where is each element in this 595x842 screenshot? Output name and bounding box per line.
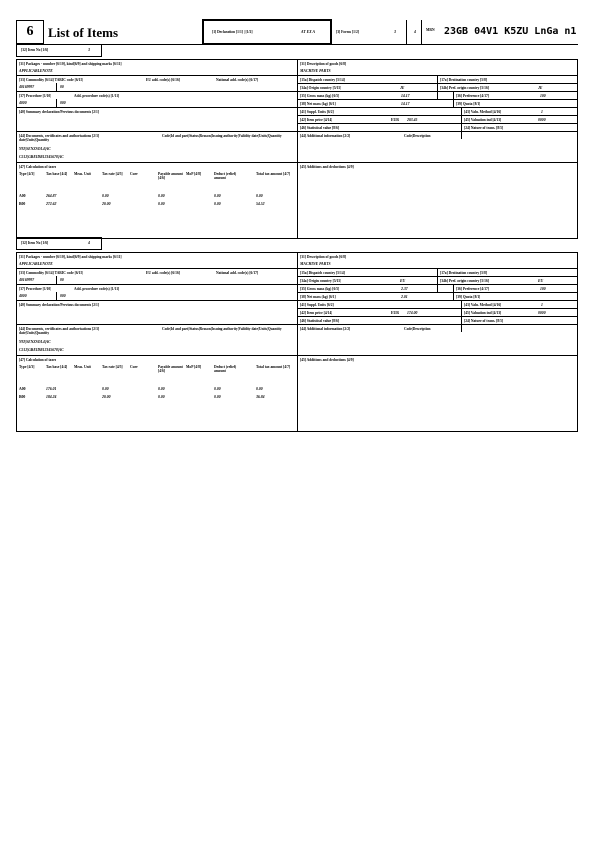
commodity-label: [33] Commodity [6/14] TARIC code [6/15] [19, 271, 84, 275]
nature-of-transaction-label: [24] Nature of trans. [8/5] [464, 126, 504, 130]
procedure-label: [37] Procedure [1/10] [19, 287, 52, 291]
quota-label: [39] Quota [8/1] [456, 102, 481, 106]
add-procedure-label: Add. procedure code(s) [1/11] [74, 94, 120, 98]
declaration-label: [1] Declaration [1/1] | [1/2] [212, 30, 253, 34]
add-procedure-label: Add. procedure code(s) [1/11] [74, 287, 120, 291]
national-add-code-label: National add. code(s) [6/17] [216, 78, 259, 82]
statistical-value-label: [46] Statistical value [8/6] [300, 126, 340, 130]
preference-label: [36] Preference [4/17] [456, 94, 489, 98]
tax-table-cell: 264.87 [46, 194, 57, 198]
gross-mass-label: [35] Gross mass (kg) [6/5] [300, 287, 340, 291]
additional-info-label: [44] Additional information [2/2] [300, 327, 351, 331]
pref-origin-country-label: [34b] Pref. origin country [5/16] [440, 86, 489, 90]
tax-column-header: Curr [130, 172, 138, 176]
tax-table-cell: 0.00 [256, 387, 263, 391]
procedure-value: 4000 [19, 101, 27, 105]
item-price-label: [42] Item price [4/14] [300, 311, 333, 315]
tax-table-cell: A00 [19, 387, 26, 391]
tax-column-header: Type [4/3] [19, 172, 35, 176]
pref-origin-country-label: [34b] Pref. origin country [5/16] [440, 279, 489, 283]
preference-value: 100 [540, 94, 546, 98]
dispatch-country-label: [15a] Dispatch country [5/14] [300, 78, 345, 82]
tax-table-cell: 272.62 [46, 202, 57, 206]
additional-info-columns-label: Code|Description [404, 134, 431, 138]
document-line-1: Y92|SENZSOL4|AC [19, 340, 51, 344]
tax-column-header: Type [4/3] [19, 365, 35, 369]
document-line-1: Y92|SENZSOL4|AC [19, 147, 51, 151]
item-price-currency: EUR [391, 118, 400, 122]
gross-mass-value: 14.17 [401, 94, 410, 98]
tax-column-header: Payable amount [4/6] [158, 172, 183, 180]
preference-value: 100 [540, 287, 546, 291]
origin-country-value: JE [400, 86, 405, 90]
document-line-2: C512|GBEIDR12345678|AC [19, 348, 64, 352]
tax-column-header: Deduct (relief) amount [214, 365, 237, 373]
tax-table-cell: 54.52 [256, 202, 265, 206]
packages-label: [31] Packages - number [6/10], kind[6/9] and shipping marks [6/11] [19, 62, 122, 66]
tax-table-cell: 0.00 [214, 194, 221, 198]
tax-table-cell: 0.00 [158, 395, 165, 399]
tax-table-cell: 0.00 [158, 194, 165, 198]
tax-column-header: Tax base [4/4] [46, 365, 68, 369]
net-mass-value: 14.17 [401, 102, 410, 106]
destination-country-label: [17a] Destination country [5/8] [440, 271, 488, 275]
calculation-of-taxes-label: [47] Calculation of taxes [19, 165, 57, 169]
tax-column-header: Deduct (relief) amount [214, 172, 237, 180]
tax-column-header: Curr [130, 365, 138, 369]
tax-table-cell: A00 [19, 194, 26, 198]
valuation-method-label: [43] Valu. Method [4/16] [464, 110, 502, 114]
tax-column-header: MoP [4/8] [186, 172, 202, 176]
tax-column-header: Total tax amount [4/7] [256, 172, 291, 176]
statistical-value-label: [46] Statistical value [8/6] [300, 319, 340, 323]
add-procedure-value: 000 [60, 294, 66, 298]
tax-column-header: MoP [4/8] [186, 365, 202, 369]
eu-add-code-label: EU add. code(s) [6/16] [146, 78, 180, 82]
tax-column-header: Tax rate [4/5] [102, 172, 123, 176]
tax-table-cell: 184.24 [46, 395, 57, 399]
taric-value: 00 [60, 85, 64, 89]
item-price-value: 203.45 [407, 118, 418, 122]
procedure-value: 4000 [19, 294, 27, 298]
summary-declaration-label: [40] Summary declaration/Previous documents [2/1] [19, 110, 99, 114]
tax-column-header: Total tax amount [4/7] [256, 365, 291, 369]
item-price-label: [42] Item price [4/14] [300, 118, 333, 122]
net-mass-value: 2.01 [401, 295, 408, 299]
tax-table-cell: 0.00 [214, 395, 221, 399]
tax-table-cell: 0.00 [158, 202, 165, 206]
tax-column-header: Payable amount [4/6] [158, 365, 183, 373]
commodity-label: [33] Commodity [6/14] TARIC code [6/15] [19, 78, 84, 82]
declaration-value: AT EX A [301, 30, 315, 34]
additional-info-columns-label: Code|Description [404, 327, 431, 331]
add-procedure-value: 000 [60, 101, 66, 105]
eu-add-code-label: EU add. code(s) [6/16] [146, 271, 180, 275]
additional-info-label: [44] Additional information [2/2] [300, 134, 351, 138]
mrn-value: 23GB 04V1 K5ZU LnGa n1 [444, 26, 577, 37]
tax-table-cell: 0.00 [256, 194, 263, 198]
tax-table-cell: B00 [19, 202, 26, 206]
tax-table-cell: 36.84 [256, 395, 265, 399]
dispatch-country-label: [15a] Dispatch country [5/14] [300, 271, 345, 275]
item-number: 3 [88, 48, 90, 52]
page-title: List of Items [48, 25, 119, 40]
national-add-code-label: National add. code(s) [6/17] [216, 271, 259, 275]
packages-label: [31] Packages - number [6/10], kind[6/9] and shipping marks [6/11] [19, 255, 122, 259]
valuation-ind-label: [45] Valuation ind [4/13] [464, 311, 502, 315]
tax-column-header: Meas. Unit [74, 172, 91, 176]
forms-value: 3 [394, 30, 396, 34]
header-bar [16, 20, 578, 44]
suppl-units-label: [41] Suppl. Units [6/2] [300, 303, 334, 307]
gross-mass-value: 2.37 [401, 287, 408, 291]
additions-deductions-label: [45] Additions and deductions [4/9] [300, 165, 354, 169]
valuation-method-value: 1 [541, 303, 543, 307]
suppl-units-label: [41] Suppl. Units [6/2] [300, 110, 334, 114]
pref-origin-country-value: JE [538, 86, 543, 90]
item-block [16, 44, 578, 239]
tax-table-cell: 0.00 [102, 387, 109, 391]
tax-table-cell: 20.00 [102, 202, 111, 206]
net-mass-label: [38] Net mass (kg) [6/1] [300, 102, 336, 106]
description-value: MACHINE PARTS [300, 69, 331, 73]
item-price-currency: EUR [391, 311, 400, 315]
document-line-2: C512|GBEIDR12345678|AC [19, 155, 64, 159]
documents-columns-label: Code|Id and part|Status|Reason|Issuing authority|Validity date|Units|Quantity [162, 134, 282, 138]
valuation-ind-label: [45] Valuation ind [4/13] [464, 118, 502, 122]
item-block [16, 237, 578, 432]
forms-total: 4 [414, 30, 416, 34]
tax-table-cell: 0.00 [158, 387, 165, 391]
valuation-ind-value: 0000 [538, 311, 546, 315]
commodity-value: 40169997 [19, 85, 35, 89]
tax-table-cell: 20.00 [102, 395, 111, 399]
origin-country-label: [34a] Origin country [5/15] [300, 86, 342, 90]
documents-columns-label: Code|Id and part|Status|Reason|Issuing authority|Validity date|Units|Quantity [162, 327, 282, 331]
commodity-value: 40169997 [19, 278, 35, 282]
item-number-label: [32] Item No [1/6] [21, 48, 49, 52]
origin-country-value: EU [400, 279, 406, 283]
documents-label: [44] Documents, certificates and authorisations [2/3] [19, 327, 100, 331]
tax-column-header: Tax base [4/4] [46, 172, 68, 176]
packages-value: APPLICABLENOTE [19, 69, 53, 73]
valuation-ind-value: 0000 [538, 118, 546, 122]
summary-declaration-label: [40] Summary declaration/Previous documents [2/1] [19, 303, 99, 307]
destination-country-label: [17a] Destination country [5/8] [440, 78, 488, 82]
documents-label: [44] Documents, certificates and authorisations [2/3] [19, 134, 100, 138]
mrn-label: MRN [426, 28, 435, 32]
tax-table-cell: 176.01 [46, 387, 57, 391]
tax-column-header: Meas. Unit [74, 365, 91, 369]
item-price-value: 174.00 [407, 311, 418, 315]
quota-label: [39] Quota [8/1] [456, 295, 481, 299]
tax-table-cell: 0.00 [214, 202, 221, 206]
tax-table-cell: B00 [19, 395, 26, 399]
documents-columns-label-2: date|Units|Quantity [19, 331, 50, 335]
description-value: MACHINE PARTS [300, 262, 331, 266]
forms-label: [3] Forms [1/2] [336, 30, 359, 34]
procedure-label: [37] Procedure [1/10] [19, 94, 52, 98]
valuation-method-label: [43] Valu. Method [4/16] [464, 303, 502, 307]
documents-columns-label-2: date|Units|Quantity [19, 138, 50, 142]
tax-table-cell: 0.00 [214, 387, 221, 391]
calculation-of-taxes-label: [47] Calculation of taxes [19, 358, 57, 362]
pref-origin-country-value: EU [538, 279, 544, 283]
taric-value: 00 [60, 278, 64, 282]
additions-deductions-label: [45] Additions and deductions [4/9] [300, 358, 354, 362]
tax-column-header: Tax rate [4/5] [102, 365, 123, 369]
description-label: [31] Description of goods [6/8] [300, 255, 347, 259]
page-number: 6 [26, 24, 34, 39]
preference-label: [36] Preference [4/17] [456, 287, 489, 291]
valuation-method-value: 1 [541, 110, 543, 114]
origin-country-label: [34a] Origin country [5/15] [300, 279, 342, 283]
tax-table-cell: 0.00 [102, 194, 109, 198]
packages-value: APPLICABLENOTE [19, 262, 53, 266]
description-label: [31] Description of goods [6/8] [300, 62, 347, 66]
gross-mass-label: [35] Gross mass (kg) [6/5] [300, 94, 340, 98]
item-number-label: [32] Item No [1/6] [21, 241, 49, 245]
nature-of-transaction-label: [24] Nature of trans. [8/5] [464, 319, 504, 323]
item-number: 4 [88, 241, 90, 245]
net-mass-label: [38] Net mass (kg) [6/1] [300, 295, 336, 299]
